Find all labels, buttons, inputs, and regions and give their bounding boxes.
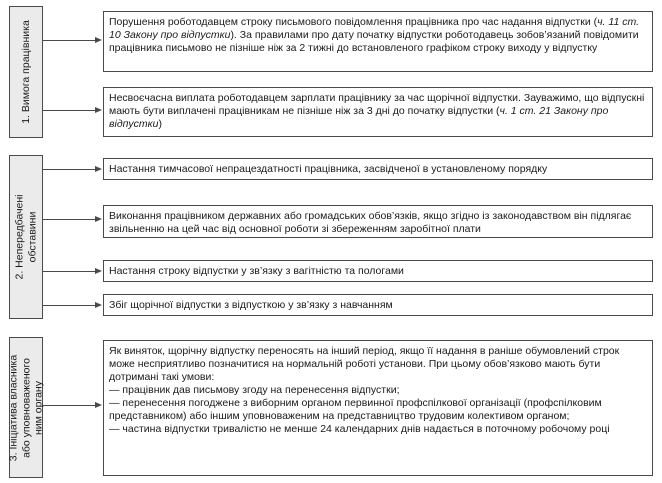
group-employer-initiative [9,337,43,478]
connector-line [43,271,95,272]
group-label-line: 2. Непередбачені [13,194,26,280]
connector-line [43,40,95,41]
condition-item: — частина відпустки тривалістю не менше 24 календарних днів надається в поточному робочому році [109,423,610,435]
connector-line [43,219,95,220]
group-label-line: 1. Вимога працівника [19,20,32,124]
box-text: Несвоєчасна виплата роботодавцем зарплати працівнику за час щорічної відпустки. Зауважимо, що відпускні мають бути виплачені працівникам не пізніше ніж за 3 дні до початку відпустки ( [109,92,645,117]
box-text: Настання строку відпустки у зв’язку з вагітністю та пологами [109,265,404,277]
arrow-icon [95,402,102,408]
law-reference: ч. 1 ст. 21 Закону про відпустки [109,105,609,130]
condition-item: — працівник дав письмову згоду на перенесення відпустки; [109,384,400,396]
condition-item: — перенесення погоджене з виборним органом первинної профспілкової організації (профспілковим представником) або іншим уповноваженим на представництво трудовим колективом органом; [109,397,602,422]
connector-line [43,405,95,406]
connector-line [43,110,95,111]
box-text: Збіг щорічної відпустки з відпусткою у зв’язку з навчанням [109,299,393,311]
group-label-line: або уповноваженого [19,357,32,458]
box-maternity-leave [103,260,653,282]
box-notification-violation [103,11,653,72]
box-text: Настання тимчасової непрацездатності працівника, засвідченої в установленому порядку [109,163,548,175]
arrow-icon [95,166,102,172]
box-text: Порушення роботодавцем строку письмового повідомлення працівника про час надання відпустки ( [109,16,598,28]
arrow-icon [95,268,102,274]
arrow-icon [95,216,102,222]
box-temporary-disability [103,158,653,180]
box-text: Виконання працівником державних або громадських обов’язків, якщо згідно із законодавством він підлягає звільненню на цей час від основної роботи зі збереженням заробітної плати [109,210,632,235]
box-text: ) [158,118,162,130]
connector-line [43,305,95,306]
group-label [14,194,39,279]
box-employer-transfer [103,340,653,476]
box-text: ). За правилами про дату початку відпустки роботодавець зобов’язаний повідомити працівника письмово не пізніше ніж за 2 тижні до встановленого графіком строку виходу у відпустку [109,29,639,54]
group-label [7,354,45,460]
group-unforeseen-circumstances [9,155,43,319]
box-state-duties [103,205,653,238]
arrow-icon [95,302,102,308]
connector-line [43,169,95,170]
group-label-line: обставини [26,211,38,263]
box-study-leave [103,294,653,316]
group-employee-request [9,6,43,138]
group-label-line: ним органу [32,380,45,435]
box-late-payment [103,87,653,137]
group-label [20,20,33,124]
group-label-line: 3. Ініціатива власника [7,354,20,461]
arrow-icon [95,37,102,43]
law-reference: ч. 11 ст. 10 Закону про відпустки [109,16,640,41]
box-text: Як виняток, щорічну відпустку переносять на інший період, якщо її надання в раніше обумовлений строк може несприятливо позначитися на нормальній роботі установи. При цьому обов’язково мають бути дотримані такі умови: [109,345,620,383]
arrow-icon [95,107,102,113]
